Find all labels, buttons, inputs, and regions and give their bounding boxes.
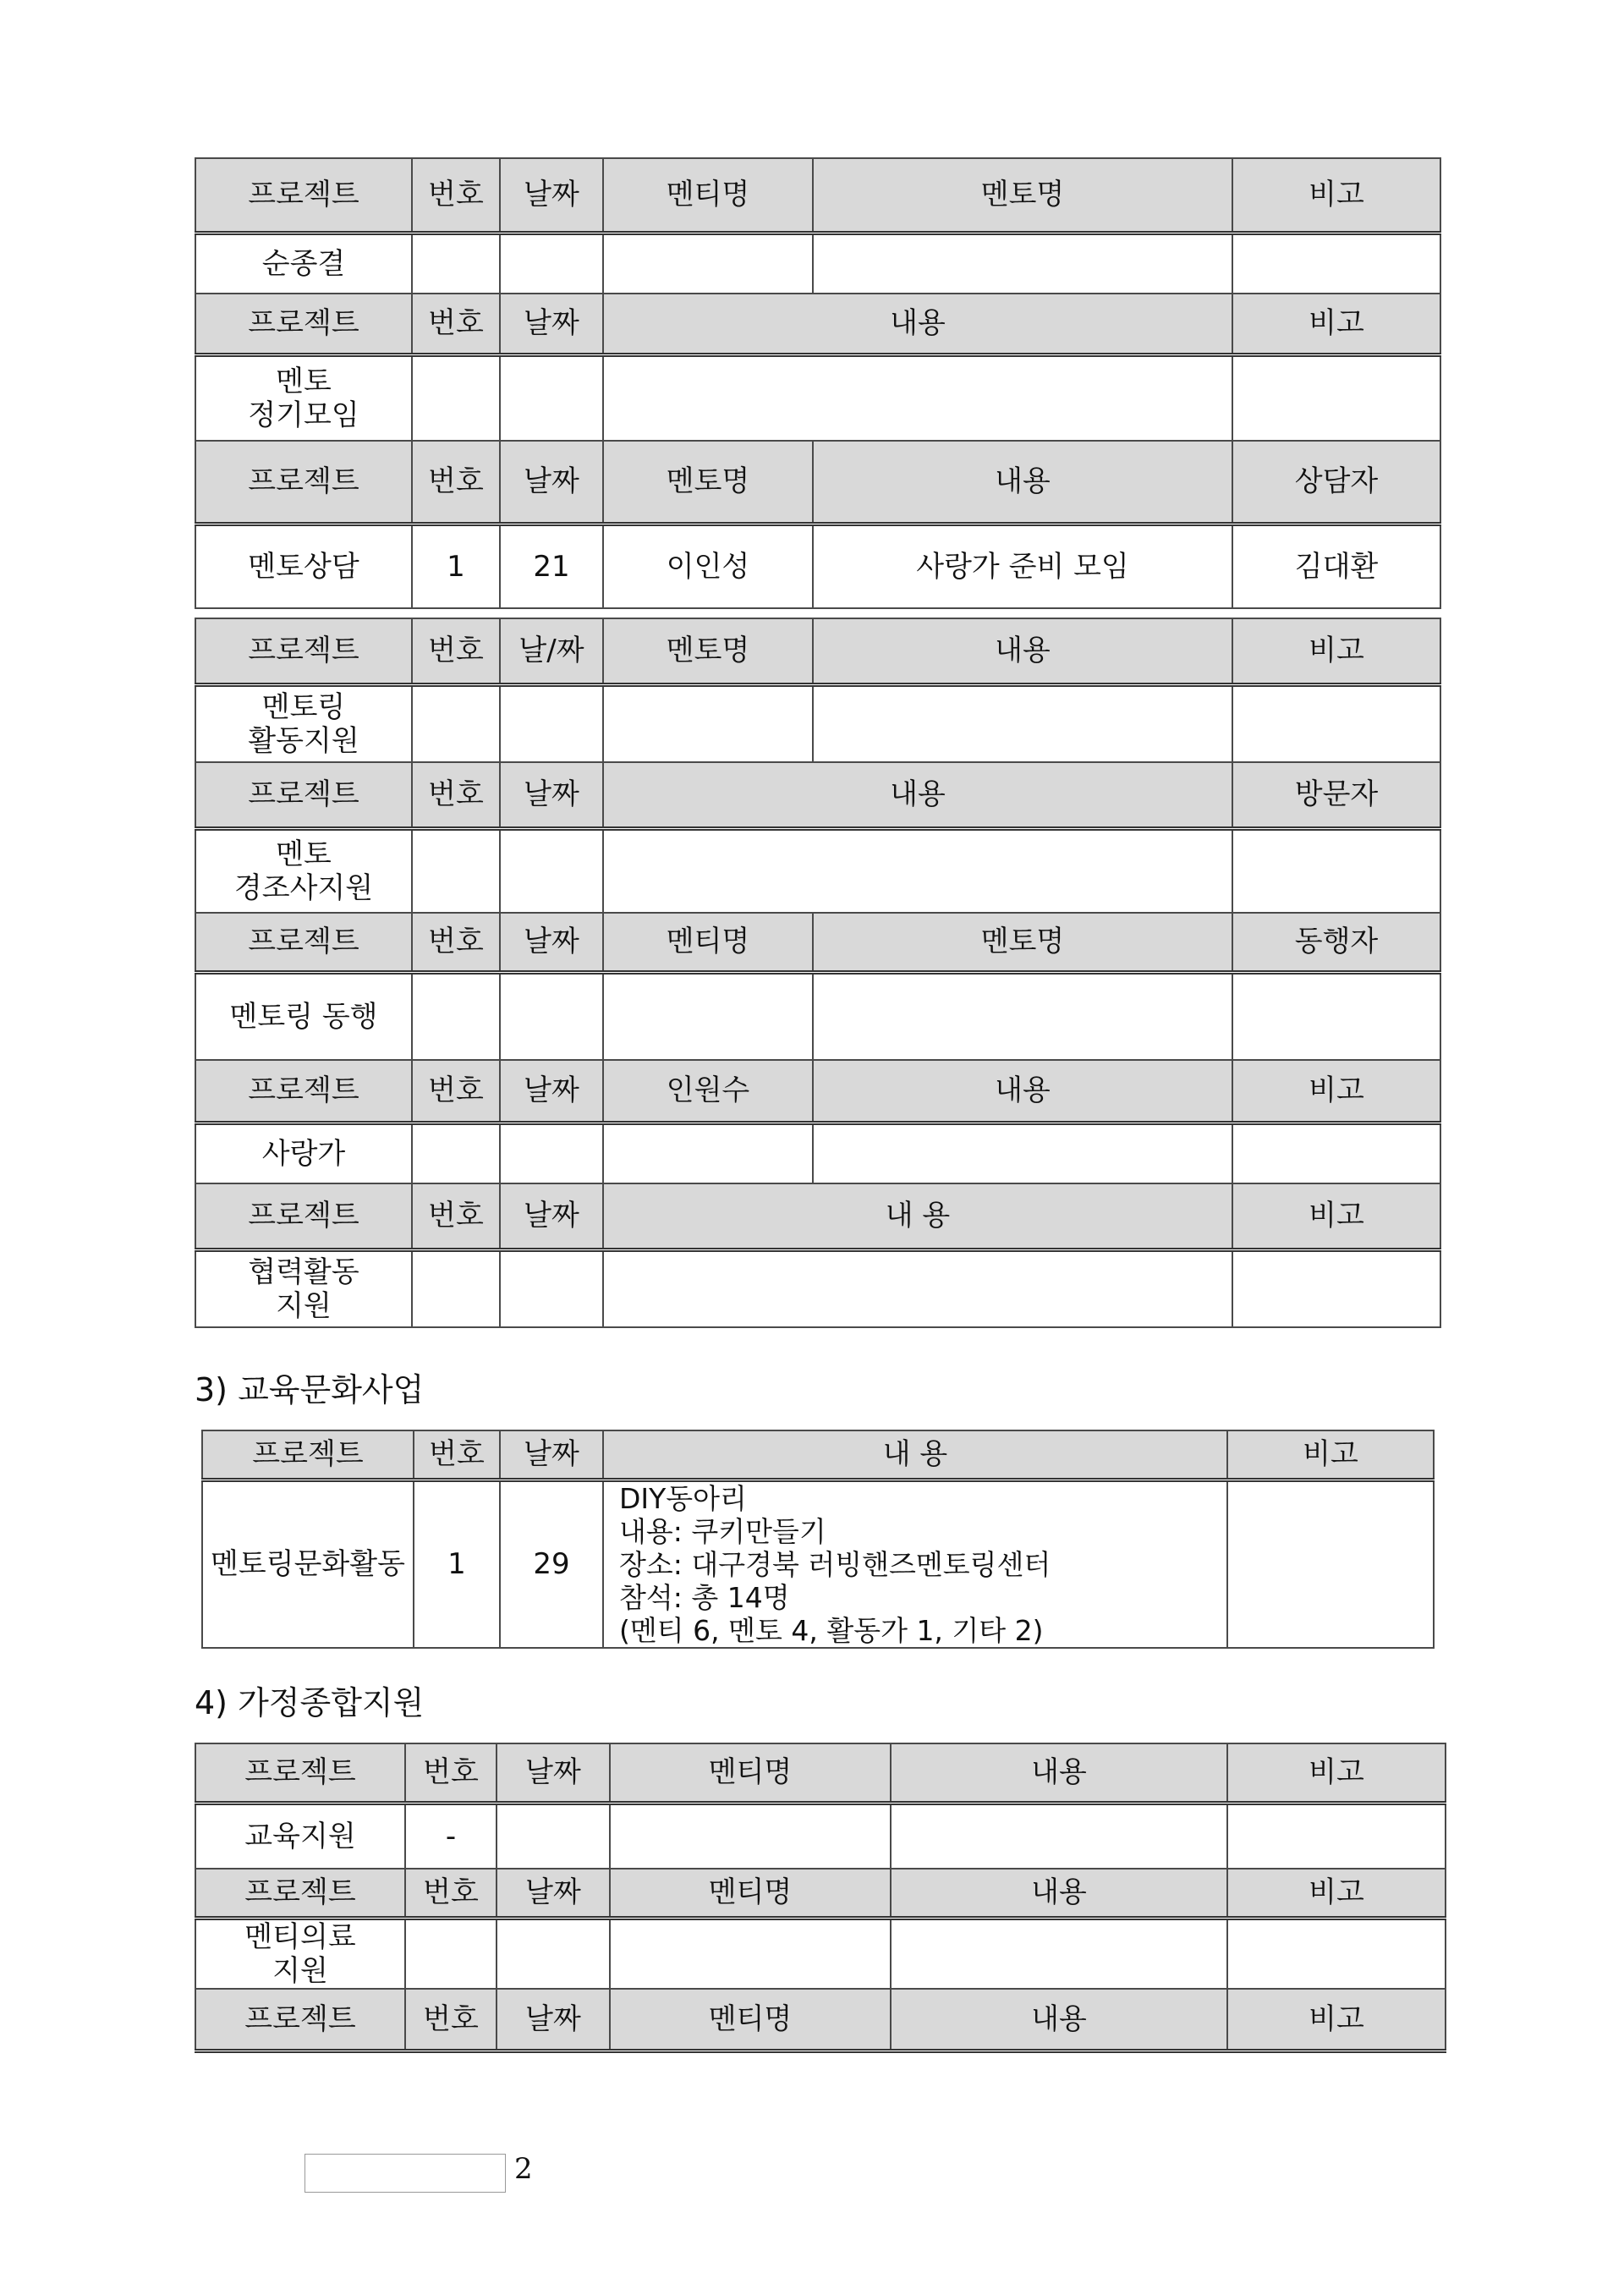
mentor-cell [813, 233, 1232, 294]
header-cell: 날짜 [500, 913, 603, 972]
content-cell [603, 1249, 1232, 1327]
header-cell: 비고 [1227, 1989, 1446, 2051]
number-cell [412, 233, 500, 294]
header-cell: 날짜 [500, 1060, 603, 1123]
table-header-row [195, 1989, 1446, 2051]
header-cell: 비고 [1232, 158, 1440, 233]
date-cell [500, 972, 603, 1060]
header-cell: 날짜 [500, 158, 603, 233]
header-cell: 날짜 [497, 1869, 610, 1918]
header-cell: 날/짜 [500, 618, 603, 684]
project-cell: 멘토링 동행 [195, 972, 412, 1060]
content-cell [603, 828, 1232, 913]
table-header-row [195, 1060, 1440, 1123]
mentor-activity-table-1 [195, 157, 1441, 609]
header-cell: 번호 [412, 618, 500, 684]
header-cell: 상담자 [1232, 441, 1440, 524]
page-number: 2 [514, 2152, 533, 2186]
table-header-row [195, 1743, 1446, 1803]
project-cell: 멘토상담 [195, 524, 412, 608]
mentee-cell [603, 972, 813, 1060]
header-cell: 멘토명 [813, 913, 1232, 972]
mentee-cell [610, 1918, 891, 1989]
header-cell: 비고 [1227, 1869, 1446, 1918]
counselor-cell: 김대환 [1232, 524, 1440, 608]
table-row [195, 354, 1440, 441]
date-cell [500, 828, 603, 913]
header-cell: 비고 [1232, 618, 1440, 684]
project-cell: 교육지원 [195, 1803, 405, 1869]
note-cell [1232, 684, 1440, 762]
mentor-cell [813, 972, 1232, 1060]
date-cell [500, 233, 603, 294]
header-cell: 프로젝트 [195, 1869, 405, 1918]
table-header-row [195, 158, 1440, 233]
table-header-row [202, 1430, 1434, 1480]
header-cell: 비고 [1227, 1743, 1446, 1803]
header-cell: 멘티명 [610, 1743, 891, 1803]
header-cell: 멘토명 [813, 158, 1232, 233]
mentor-cell: 이인성 [603, 524, 813, 608]
note-cell [1232, 1249, 1440, 1327]
header-cell: 날짜 [500, 1430, 603, 1480]
number-cell: - [405, 1803, 497, 1869]
header-cell: 내용 [813, 1060, 1232, 1123]
table-row [195, 1803, 1446, 1869]
header-cell: 프로젝트 [195, 913, 412, 972]
table-row [195, 233, 1440, 294]
header-cell: 멘티명 [603, 913, 813, 972]
date-cell [497, 1918, 610, 1989]
date-cell: 21 [500, 524, 603, 608]
table-row [195, 1249, 1440, 1327]
header-cell: 프로젝트 [195, 1183, 412, 1249]
visitor-cell [1232, 828, 1440, 913]
number-cell [412, 1249, 500, 1327]
section-title-family-support: 4) 가정종합지원 [195, 1684, 425, 1721]
header-cell: 프로젝트 [195, 762, 412, 828]
header-cell: 번호 [412, 762, 500, 828]
header-cell: 번호 [412, 294, 500, 354]
header-cell: 프로젝트 [195, 1989, 405, 2051]
header-cell: 방문자 [1232, 762, 1440, 828]
header-cell: 내 용 [603, 1183, 1232, 1249]
table-row [195, 972, 1440, 1060]
family-support-table [195, 1743, 1446, 2053]
content-cell: DIY동아리 내용: 쿠키만들기 장소: 대구경북 러빙핸즈멘토링센터 참석: 총 14명 (멘티 6, 멘토 4, 활동가 1, 기타 2) [603, 1480, 1227, 1648]
content-cell [813, 684, 1232, 762]
header-cell: 내용 [603, 762, 1232, 828]
content-cell: 사랑가 준비 모임 [813, 524, 1232, 608]
header-cell: 날짜 [500, 294, 603, 354]
header-cell: 프로젝트 [202, 1430, 414, 1480]
header-cell: 번호 [405, 1869, 497, 1918]
companion-cell [1232, 972, 1440, 1060]
section-title-education-culture: 3) 교육문화사업 [195, 1371, 425, 1408]
header-cell: 프로젝트 [195, 441, 412, 524]
header-cell: 멘티명 [603, 158, 813, 233]
header-cell: 비고 [1232, 1183, 1440, 1249]
header-cell: 프로젝트 [195, 294, 412, 354]
header-cell: 내 용 [603, 1430, 1227, 1480]
number-cell: 1 [412, 524, 500, 608]
header-cell: 비고 [1227, 1430, 1434, 1480]
number-cell [412, 828, 500, 913]
date-cell [500, 684, 603, 762]
mentor-cell [603, 684, 813, 762]
project-cell: 사랑가 [195, 1123, 412, 1183]
header-cell: 멘티명 [610, 1989, 891, 2051]
count-cell [603, 1123, 813, 1183]
content-cell [603, 354, 1232, 441]
header-cell: 번호 [405, 1989, 497, 2051]
table-row [195, 524, 1440, 608]
project-cell: 멘티의료 지원 [195, 1918, 405, 1989]
header-cell: 멘토명 [603, 618, 813, 684]
table-header-row [195, 762, 1440, 828]
number-cell [412, 972, 500, 1060]
header-cell: 번호 [412, 1060, 500, 1123]
header-cell: 번호 [412, 441, 500, 524]
header-cell: 날짜 [497, 1989, 610, 2051]
header-cell: 내용 [813, 441, 1232, 524]
project-cell: 멘토링 활동지원 [195, 684, 412, 762]
header-cell: 내용 [891, 1869, 1227, 1918]
note-cell [1232, 233, 1440, 294]
header-cell: 멘티명 [610, 1869, 891, 1918]
table-header-row [195, 1183, 1440, 1249]
header-cell: 번호 [412, 913, 500, 972]
table-header-row [195, 441, 1440, 524]
table-row [202, 1480, 1434, 1648]
note-cell [1227, 1480, 1434, 1648]
number-cell [405, 1918, 497, 1989]
header-cell: 프로젝트 [195, 158, 412, 233]
header-cell: 동행자 [1232, 913, 1440, 972]
table-header-row [195, 1869, 1446, 1918]
date-cell [500, 354, 603, 441]
date-cell [500, 1249, 603, 1327]
table-header-row [195, 294, 1440, 354]
note-cell [1227, 1803, 1446, 1869]
table-header-row [195, 913, 1440, 972]
header-cell: 날짜 [500, 441, 603, 524]
header-cell: 멘토명 [603, 441, 813, 524]
header-cell: 내용 [603, 294, 1232, 354]
number-cell [412, 354, 500, 441]
note-cell [1227, 1918, 1446, 1989]
project-cell: 멘토 경조사지원 [195, 828, 412, 913]
mentor-activity-table-2 [195, 618, 1441, 1328]
header-cell: 날짜 [500, 1183, 603, 1249]
project-cell: 순종결 [195, 233, 412, 294]
date-cell [497, 1803, 610, 1869]
education-culture-table [201, 1430, 1435, 1649]
header-cell: 내용 [891, 1743, 1227, 1803]
table-row [195, 1918, 1446, 1989]
header-cell: 내용 [813, 618, 1232, 684]
header-cell: 번호 [414, 1430, 500, 1480]
content-cell [891, 1918, 1227, 1989]
header-cell: 번호 [412, 158, 500, 233]
project-cell: 멘토 정기모임 [195, 354, 412, 441]
header-cell: 날짜 [500, 762, 603, 828]
header-cell: 내용 [891, 1989, 1227, 2051]
header-cell: 프로젝트 [195, 618, 412, 684]
header-cell: 인원수 [603, 1060, 813, 1123]
number-cell: 1 [414, 1480, 500, 1648]
table-row [195, 828, 1440, 913]
header-cell: 날짜 [497, 1743, 610, 1803]
note-cell [1232, 1123, 1440, 1183]
header-cell: 비고 [1232, 294, 1440, 354]
mentee-cell [610, 1803, 891, 1869]
table-row [195, 1123, 1440, 1183]
note-cell [1232, 354, 1440, 441]
header-cell: 프로젝트 [195, 1060, 412, 1123]
header-cell: 비고 [1232, 1060, 1440, 1123]
mentee-cell [603, 233, 813, 294]
number-cell [412, 1123, 500, 1183]
header-cell: 번호 [405, 1743, 497, 1803]
content-cell [891, 1803, 1227, 1869]
table-header-row [195, 618, 1440, 684]
date-cell: 29 [500, 1480, 603, 1648]
header-cell: 프로젝트 [195, 1743, 405, 1803]
table-row [195, 684, 1440, 762]
page-footer-box [304, 2154, 506, 2193]
number-cell [412, 684, 500, 762]
header-cell: 번호 [412, 1183, 500, 1249]
content-cell [813, 1123, 1232, 1183]
date-cell [500, 1123, 603, 1183]
project-cell: 협력활동 지원 [195, 1249, 412, 1327]
project-cell: 멘토링문화활동 [202, 1480, 414, 1648]
